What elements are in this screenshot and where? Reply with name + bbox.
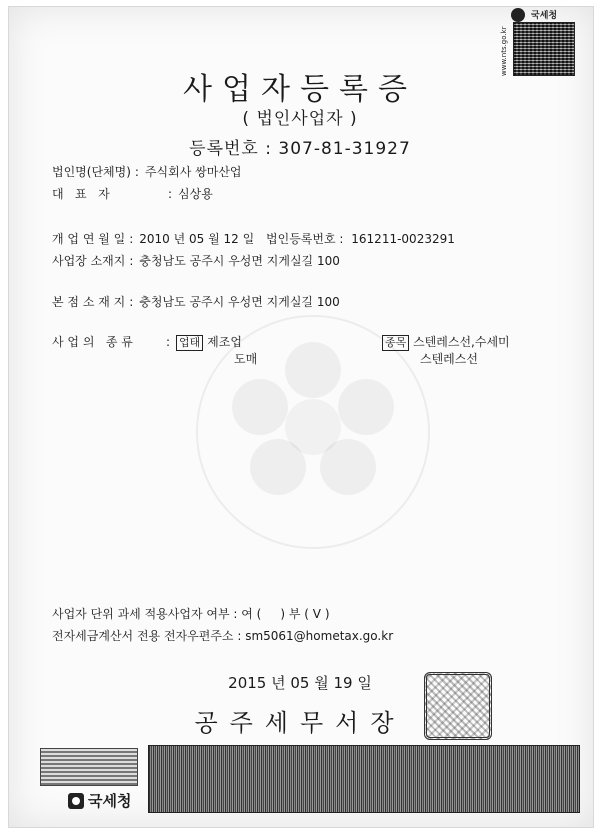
email-label: 전자세금계산서 전용 전자우편주소 : xyxy=(52,629,242,643)
hq-address-row: 본 점 소 재 지 : 충청남도 공주시 우성면 지게실길 100 xyxy=(52,295,340,309)
nts-side-url: www.nts.go.kr xyxy=(500,26,508,76)
unit-tax-value: 여 ( ) 부 ( V ) xyxy=(241,607,330,621)
nts-logo-text: 국세청 xyxy=(88,792,132,810)
biz-address-row: 사업장 소재지 : 충청남도 공주시 우성면 지게실길 100 xyxy=(52,254,340,268)
item-value-1: 스텐레스선,수세미 xyxy=(413,335,510,349)
issue-date: 2015 년 05 월 19 일 xyxy=(228,674,372,692)
open-date-row: 개 업 연 월 일 : 2010 년 05 월 12 일 법인등록번호 : 161211-0023291 xyxy=(52,232,455,246)
registration-value: 307-81-31927 xyxy=(278,139,411,159)
nts-logo xyxy=(68,790,131,811)
representative-value: 심상용 xyxy=(178,187,213,201)
registration-label: 등록번호 : xyxy=(189,139,272,159)
document-subtitle: ( 법인사업자 ) xyxy=(242,109,358,129)
nts-header-label: 국세청 xyxy=(531,11,558,21)
corp-name-value: 주식회사 쌍마산업 xyxy=(144,165,242,179)
item-tag: 종목 xyxy=(382,335,409,351)
document-title: 사업자등록증 xyxy=(183,72,417,107)
unit-tax-row xyxy=(52,605,330,622)
biz-address-value: 충청남도 공주시 우성면 지게실길 100 xyxy=(139,254,340,268)
nts-logo-icon xyxy=(68,793,84,809)
type-value-2-row xyxy=(234,350,257,367)
hq-address-value: 충청남도 공주시 우성면 지게실길 100 xyxy=(139,295,340,309)
item-value-2-row xyxy=(420,350,478,367)
type-tag: 업태 xyxy=(176,335,203,351)
representative-label: 대 표 자 xyxy=(52,187,110,201)
corp-name-label: 법인명(단체명) xyxy=(52,165,131,179)
tax-office-name: 공주세무서장 xyxy=(194,709,406,737)
type-value-2: 도매 xyxy=(234,352,258,366)
corp-name-row: 법인명(단체명) : 주식회사 쌍마산업 xyxy=(52,165,242,179)
open-date-value: 2010 년 05 월 12 일 xyxy=(139,232,255,246)
unit-tax-label: 사업자 단위 과세 적용사업자 여부 : xyxy=(52,607,238,621)
corp-reg-value: 161211-0023291 xyxy=(351,232,455,246)
official-seal-icon xyxy=(424,672,492,740)
biz-type-label: 사 업 의 종 류 xyxy=(52,335,133,349)
security-pattern-icon xyxy=(40,748,138,786)
hq-address-label: 본 점 소 재 지 xyxy=(52,295,126,309)
email-row xyxy=(52,627,393,644)
2d-barcode-icon xyxy=(148,745,580,813)
email-value: sm5061@hometax.go.kr xyxy=(245,629,394,643)
representative-row: 대 표 자 : 심상용 xyxy=(52,187,213,201)
open-date-label: 개 업 연 월 일 xyxy=(52,232,126,246)
item-value-2: 스텐레스선 xyxy=(420,352,478,366)
registration-number xyxy=(0,134,600,159)
biz-type-row: 사 업 의 종 류 : 업태 제조업 xyxy=(52,335,242,349)
nts-emblem-icon xyxy=(511,8,525,22)
item-row xyxy=(382,333,510,351)
corp-reg-label: 법인등록번호 : xyxy=(266,232,344,246)
biz-address-label: 사업장 소재지 xyxy=(52,254,126,268)
type-value-1: 제조업 xyxy=(207,335,242,349)
